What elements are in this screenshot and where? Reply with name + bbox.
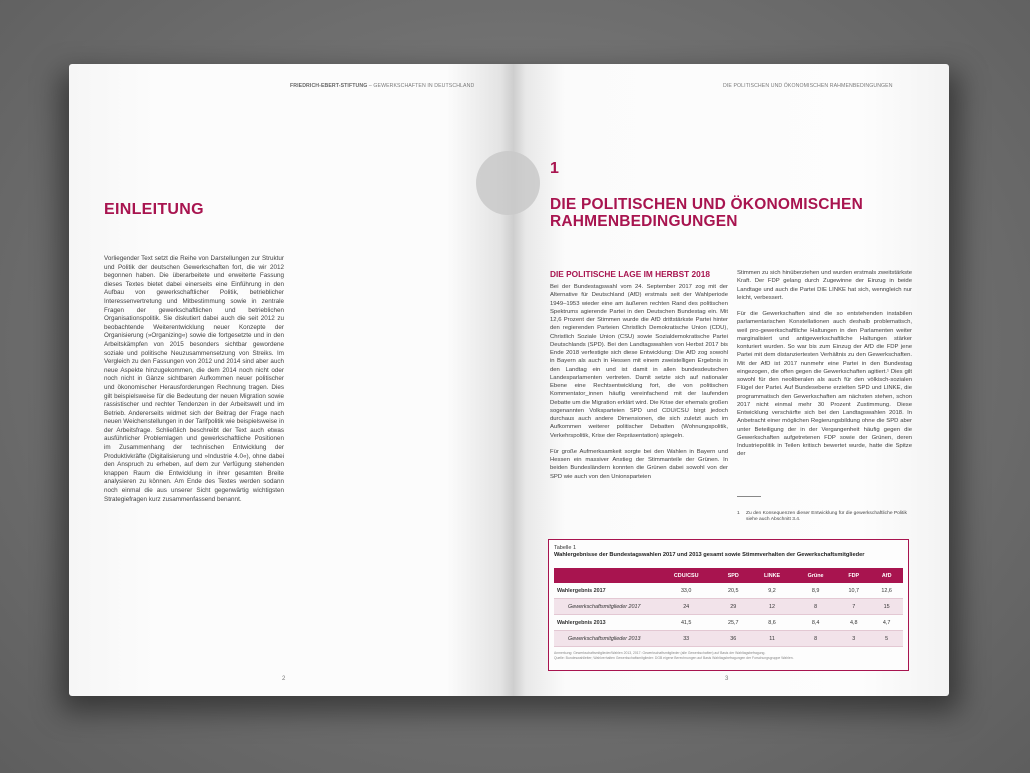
- table-cell: 4,7: [870, 615, 903, 631]
- table-header-cell: Grüne: [794, 568, 837, 583]
- table-cell: 20,5: [716, 583, 750, 599]
- table-header-cell: AfD: [870, 568, 903, 583]
- table-row: [554, 583, 903, 599]
- table-cell: 24: [656, 599, 716, 615]
- table-cell: 12,6: [870, 583, 903, 599]
- left-running-head: [290, 83, 474, 89]
- table-header-cell: FDP: [837, 568, 870, 583]
- table-cell: 12: [750, 599, 794, 615]
- left-page: [69, 64, 513, 696]
- right-running-head: DIE POLITISCHEN UND ÖKONOMISCHEN RAHMENBEDINGUNGEN: [723, 83, 893, 89]
- einleitung-body: Vorliegender Text setzt die Reihe von Darstellungen zur Struktur und Politik der deutschen Gewerkschaften fort, die wir 2012 begonnen haben. Die überarbeitete und erweiterte Fassung dieses Textes bietet dabei einerseits eine Einführung in den Aufbau von gewerkschaftlicher Politik, betrieblicher Interessenvertretung und Mitbestimmung sowie in zentrale Fragen der gewerkschaftlichen und betrieblichen Organisationspolitik. Sie diskutiert dabei auch die seit 2012 zu beobachtende Weiterentwicklung neuer Konzepte der Organisierung (»Organizing«) sowie die fortgesetzte und in den Arbeitskämpfen von 2015 besonders sichtbar gewordene soziale und politische Neuzusammensetzung von Streiks. Im Vergleich zu den Fassungen von 2012 und 2014 sind aber auch neue Aspekte hinzugekommen, die dem 2014 noch nicht oder noch nicht in Gänze sichtbaren Aufkommen neuer politischer und ökonomischer Herausforderungen Rechnung tragen. Dies gilt beispielsweise für die Bedeutung der neuen Migration sowie rassistischer und rechter Tendenzen in der Arbeitswelt und im Betrieb. Andererseits widmet sich der Beitrag der Frage nach neuen Weichenstellungen in der Tarifpolitik wie beispielsweise in der Arbeitsfrage. Schließlich beschreibt der Text auch etwas ausführlicher Problemlagen und gewerkschaftliche Positionen im Zusammenhang der technischen Entwicklung der Produktivkräfte (Digitalisierung und »Industrie 4.0«), ohne dabei den Anspruch zu erheben, auf dem zur Verfügung stehenden knappen Raum die Entwicklung in ihrer gesamten Breite analysieren zu können. Am Ende des Textes werden sodann noch einmal die aus unserer Sicht gegenwärtig wichtigsten Strategiefragen kurz zusammenfassend benannt.: [104, 255, 284, 503]
- table-cell: Gewerkschaftsmitglieder 2013: [554, 631, 656, 647]
- table-cell: 8,4: [794, 615, 837, 631]
- table-cell: 8: [794, 599, 837, 615]
- table-cell: 9,2: [750, 583, 794, 599]
- election-results-table-box: [548, 539, 909, 671]
- right-page-number: 3: [725, 676, 729, 682]
- table-cell: 41,5: [656, 615, 716, 631]
- table-cell: 8: [794, 631, 837, 647]
- table-cell: 4,8: [837, 615, 870, 631]
- table-label: Tabelle 1: [554, 545, 577, 551]
- table-cell: 25,7: [716, 615, 750, 631]
- body-column-1: [550, 283, 728, 481]
- table-cell: 8,6: [750, 615, 794, 631]
- table-cell: Gewerkschaftsmitglieder 2017: [554, 599, 656, 615]
- footnote: [737, 511, 912, 524]
- table-cell: 5: [870, 631, 903, 647]
- footnote-text: Zu den Konsequenzen dieser Entwicklung für die gewerkschaftliche Politik siehe auch Abschnitt 3.4.: [746, 511, 907, 523]
- table-cell: 33: [656, 631, 716, 647]
- table-cell: 15: [870, 599, 903, 615]
- table-header-cell: [554, 568, 656, 583]
- col1-paragraph-1: Bei der Bundestagswahl vom 24. September 2017 zog mit der Alternative für Deutschland (AfD) erstmals seit der Wahlperiode 1949–1953 wieder eine am äußeren rechten Rand des politischen Spektrums agierende Partei in den Deutschen Bundestag ein. Mit 12,6 Prozent der Stimmen wurde die AfD drittstärkste Partei hinter den regierenden Parteien Christlich Demokratische Union (CDU), Christlich Soziale Union (CSU) sowie Sozialdemokratische Partei Deutschlands (SPD). Bei den Landtagswahlen von Herbst 2017 bis Ende 2018 verfestigte sich diese Entwicklung: Die AfD zog sowohl in Bayern als auch in Hessen mit einem zweistelligen Ergebnis in den Landtag ein und ist damit in allen bundesdeutschen Landesparlamenten vertreten. Damit setzte sich auf nationaler Ebene eine Rechtsentwicklung fort, die von politischen Kommentator_innen häufig vereinfachend mit der laufenden Debatte um die Migration erklärt wird. Die Krise der ehemals großen sogenannten Volksparteien SPD und CDU/CSU birgt jedoch durchaus auch andere Dimensionen, die sich zuletzt auch im Aufkommen weiterer politischer Debatten (Wohnungspolitik, Verkehrspolitik, Krise der Repräsentation) spiegeln.: [550, 284, 728, 439]
- table-cell: Wahlergebnis 2017: [554, 583, 656, 599]
- col2-paragraph-2: Für die Gewerkschaften sind die so entstehenden instabilen parlamentarischen Konstellationen auch deshalb problematisch, weil pro-gewerkschaftliche Haltungen in den Parlamenten weiter marginalisiert und antigewerkschaftliche Haltungen stärker konturiert wurden. So war bis zum Einzug der AfD die FDP jene Partei mit dem distanziertesten Verhältnis zu den Gewerkschaften. Mit der AfD ist 2017 nunmehr eine Partei in den Bundestag eingezogen, die offen gegen die Gewerkschaften agitiert.¹ Dies gilt sowohl für den neoliberalen als auch für den völkisch-sozialen Flügel der Partei. Auf Bundesebene erzielten SPD und LINKE, die programmatisch den Gewerkschaften am nächsten stehen, schon 2017 nicht einmal mehr 30 Prozent Zustimmung. Diese Entwicklung verschärfte sich bei den Landtagswahlen 2018. In Anbetracht einer möglichen Regierungsbildung ohne die SPD aber unter Beteiligung der in der Vergangenheit häufig gegen die Gewerkschaften aufgetretenen FDP sowie der Grünen, deren Industriepolitik in Teilen kritisch bewertet wurde, hatte die Spitze der: [737, 311, 912, 458]
- left-page-number: 2: [282, 676, 286, 682]
- body-column-2: [737, 269, 912, 459]
- table-header-cell: LINKE: [750, 568, 794, 583]
- table-source: Quelle: Bundeswahlleiter; Wahlverhalten Gewerkschaftsmitglieder: DGB eigene Berechnungen auf Basis Wahltagsbefragungen der Forschungsgruppe Wahlen.: [554, 656, 794, 660]
- running-head-title: – GEWERKSCHAFTEN IN DEUTSCHLAND: [367, 83, 475, 89]
- table-cell: 11: [750, 631, 794, 647]
- section-heading: DIE POLITISCHE LAGE IM HERBST 2018: [550, 269, 710, 279]
- table-header-cell: SPD: [716, 568, 750, 583]
- table-row: [554, 599, 903, 615]
- einleitung-heading: EINLEITUNG: [104, 201, 204, 218]
- footnote-number: 1: [737, 511, 740, 516]
- col2-paragraph-1: Stimmen zu sich hinüberziehen und wurden erstmals zweitstärkste Kraft. Der FDP gelang durch Zugewinne der Einzug in beide Landtage und auch die Partei DIE LINKE hat sich, wenngleich nur leicht, verbessert.: [737, 270, 912, 301]
- table-cell: Wahlergebnis 2013: [554, 615, 656, 631]
- table-notes: [554, 651, 903, 661]
- table-row: [554, 615, 903, 631]
- running-head-publisher: FRIEDRICH-EBERT-STIFTUNG: [290, 83, 368, 89]
- decorative-circle: [476, 151, 540, 215]
- chapter-number: 1: [550, 160, 559, 177]
- table-cell: 8,9: [794, 583, 837, 599]
- table-cell: 10,7: [837, 583, 870, 599]
- table-header-row: [554, 568, 903, 583]
- col1-paragraph-2: Für große Aufmerksamkeit sorgte bei den Wahlen in Bayern und Hessen ein massiver Anstieg der Stimmanteile der Grünen. In beiden Bundesländern konnten die Grünen dabei sowohl von der SPD wie auch von den Unionsparteien: [550, 448, 728, 480]
- table-cell: 33,0: [656, 583, 716, 599]
- table-row: [554, 631, 903, 647]
- table-cell: 29: [716, 599, 750, 615]
- table-title: Wahlergebnisse der Bundestagswahlen 2017 und 2013 gesamt sowie Stimmverhalten der Gewerkschaftsmitglieder: [554, 552, 865, 558]
- table-cell: 36: [716, 631, 750, 647]
- chapter-title: DIE POLITISCHEN UND ÖKONOMISCHEN RAHMENBEDINGUNGEN: [550, 196, 863, 230]
- table-cell: 3: [837, 631, 870, 647]
- table-cell: 7: [837, 599, 870, 615]
- election-results-table: [554, 568, 903, 647]
- right-page: [513, 64, 949, 696]
- table-header-cell: CDU/CSU: [656, 568, 716, 583]
- table-note: Anmerkung: Gewerkschaftsmitglieder/Wahlen 2013, 2017: Gewerkschaftsmitglieder (alle Gewerkschaften) auf Basis der Wahltagsbefragung.: [554, 651, 766, 655]
- footnote-divider: [737, 496, 761, 497]
